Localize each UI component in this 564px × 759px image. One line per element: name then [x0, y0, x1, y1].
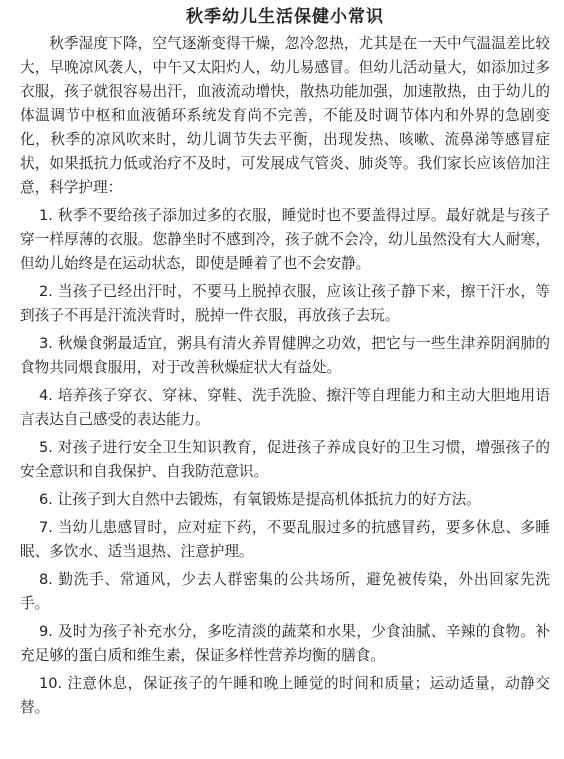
- tip-item-3: 3. 秋燥食粥最适宜，粥具有清火养胃健脾之功效，把它与一些生津养阴润肺的食物共同煨食服用，对于改善秋燥症状大有益处。: [20, 335, 550, 376]
- tip-item-2: 2. 当孩子已经出汗时，不要马上脱掉衣服，应该让孩子静下来，擦干汗水，等到孩子不再是汗流浃背时，脱掉一件衣服，再放孩子去玩。: [20, 283, 550, 324]
- tip-item-6: 6. 让孩子到大自然中去锻炼，有氧锻炼是提高机体抵抗力的好方法。: [38, 491, 481, 508]
- tip-item-4: 4. 培养孩子穿衣、穿袜、穿鞋、洗手洗脸、擦汗等自理能力和主动大胆地用语言表达自己感受的表达能力。: [20, 387, 550, 428]
- tip-item-1: 1. 秋季不要给孩子添加过多的衣服，睡觉时也不要盖得过厚。最好就是与孩子穿一样厚薄的衣服。您静坐时不感到冷，孩子就不会冷，幼儿虽然没有大人耐寒，但幼儿始终是在运动状态，即使是睡着了也不会安静。: [20, 207, 550, 272]
- document-title: 秋季幼儿生活保健小常识: [186, 7, 384, 27]
- tip-item-8: 8. 勤洗手、常通风，少去人群密集的公共场所，避免被传染，外出回家先洗手。: [20, 571, 550, 612]
- intro-paragraph: 秋季湿度下降，空气逐渐变得干燥，忽冷忽热，尤其是在一天中气温温差比较大，早晚凉风袭人，中午又太阳灼人，幼儿易感冒。但幼儿活动量大，如添加过多衣服，孩子就很容易出汗，血液流动增快，散热功能加强，加速散热，由于幼儿的体温调节中枢和血液循环系统发育尚不完善，不能及时调节体内和外界的急剧变化，秋季的凉风吹来时，幼儿调节失去平衡，出现发热、咳嗽、流鼻涕等感冒症状，如果抵抗力低或治疗不及时，可发展成气管炎、肺炎等。我们家长应该倍加注意，科学护理：: [20, 35, 550, 196]
- tip-item-10: 10. 注意休息，保证孩子的午睡和晚上睡觉的时间和质量；运动适量，动静交替。: [20, 675, 550, 716]
- tip-item-5: 5. 对孩子进行安全卫生知识教育，促进孩子养成良好的卫生习惯，增强孩子的安全意识和自我保护、自我防范意识。: [20, 439, 550, 480]
- tip-item-9: 9. 及时为孩子补充水分，多吃清淡的蔬菜和水果，少食油腻、辛辣的食物。补充足够的蛋白质和维生素，保证多样性营养均衡的膳食。: [20, 623, 550, 664]
- tip-item-7: 7. 当幼儿患感冒时，应对症下药，不要乱服过多的抗感冒药，要多休息、多睡眠、多饮水、适当退热、注意护理。: [20, 519, 550, 560]
